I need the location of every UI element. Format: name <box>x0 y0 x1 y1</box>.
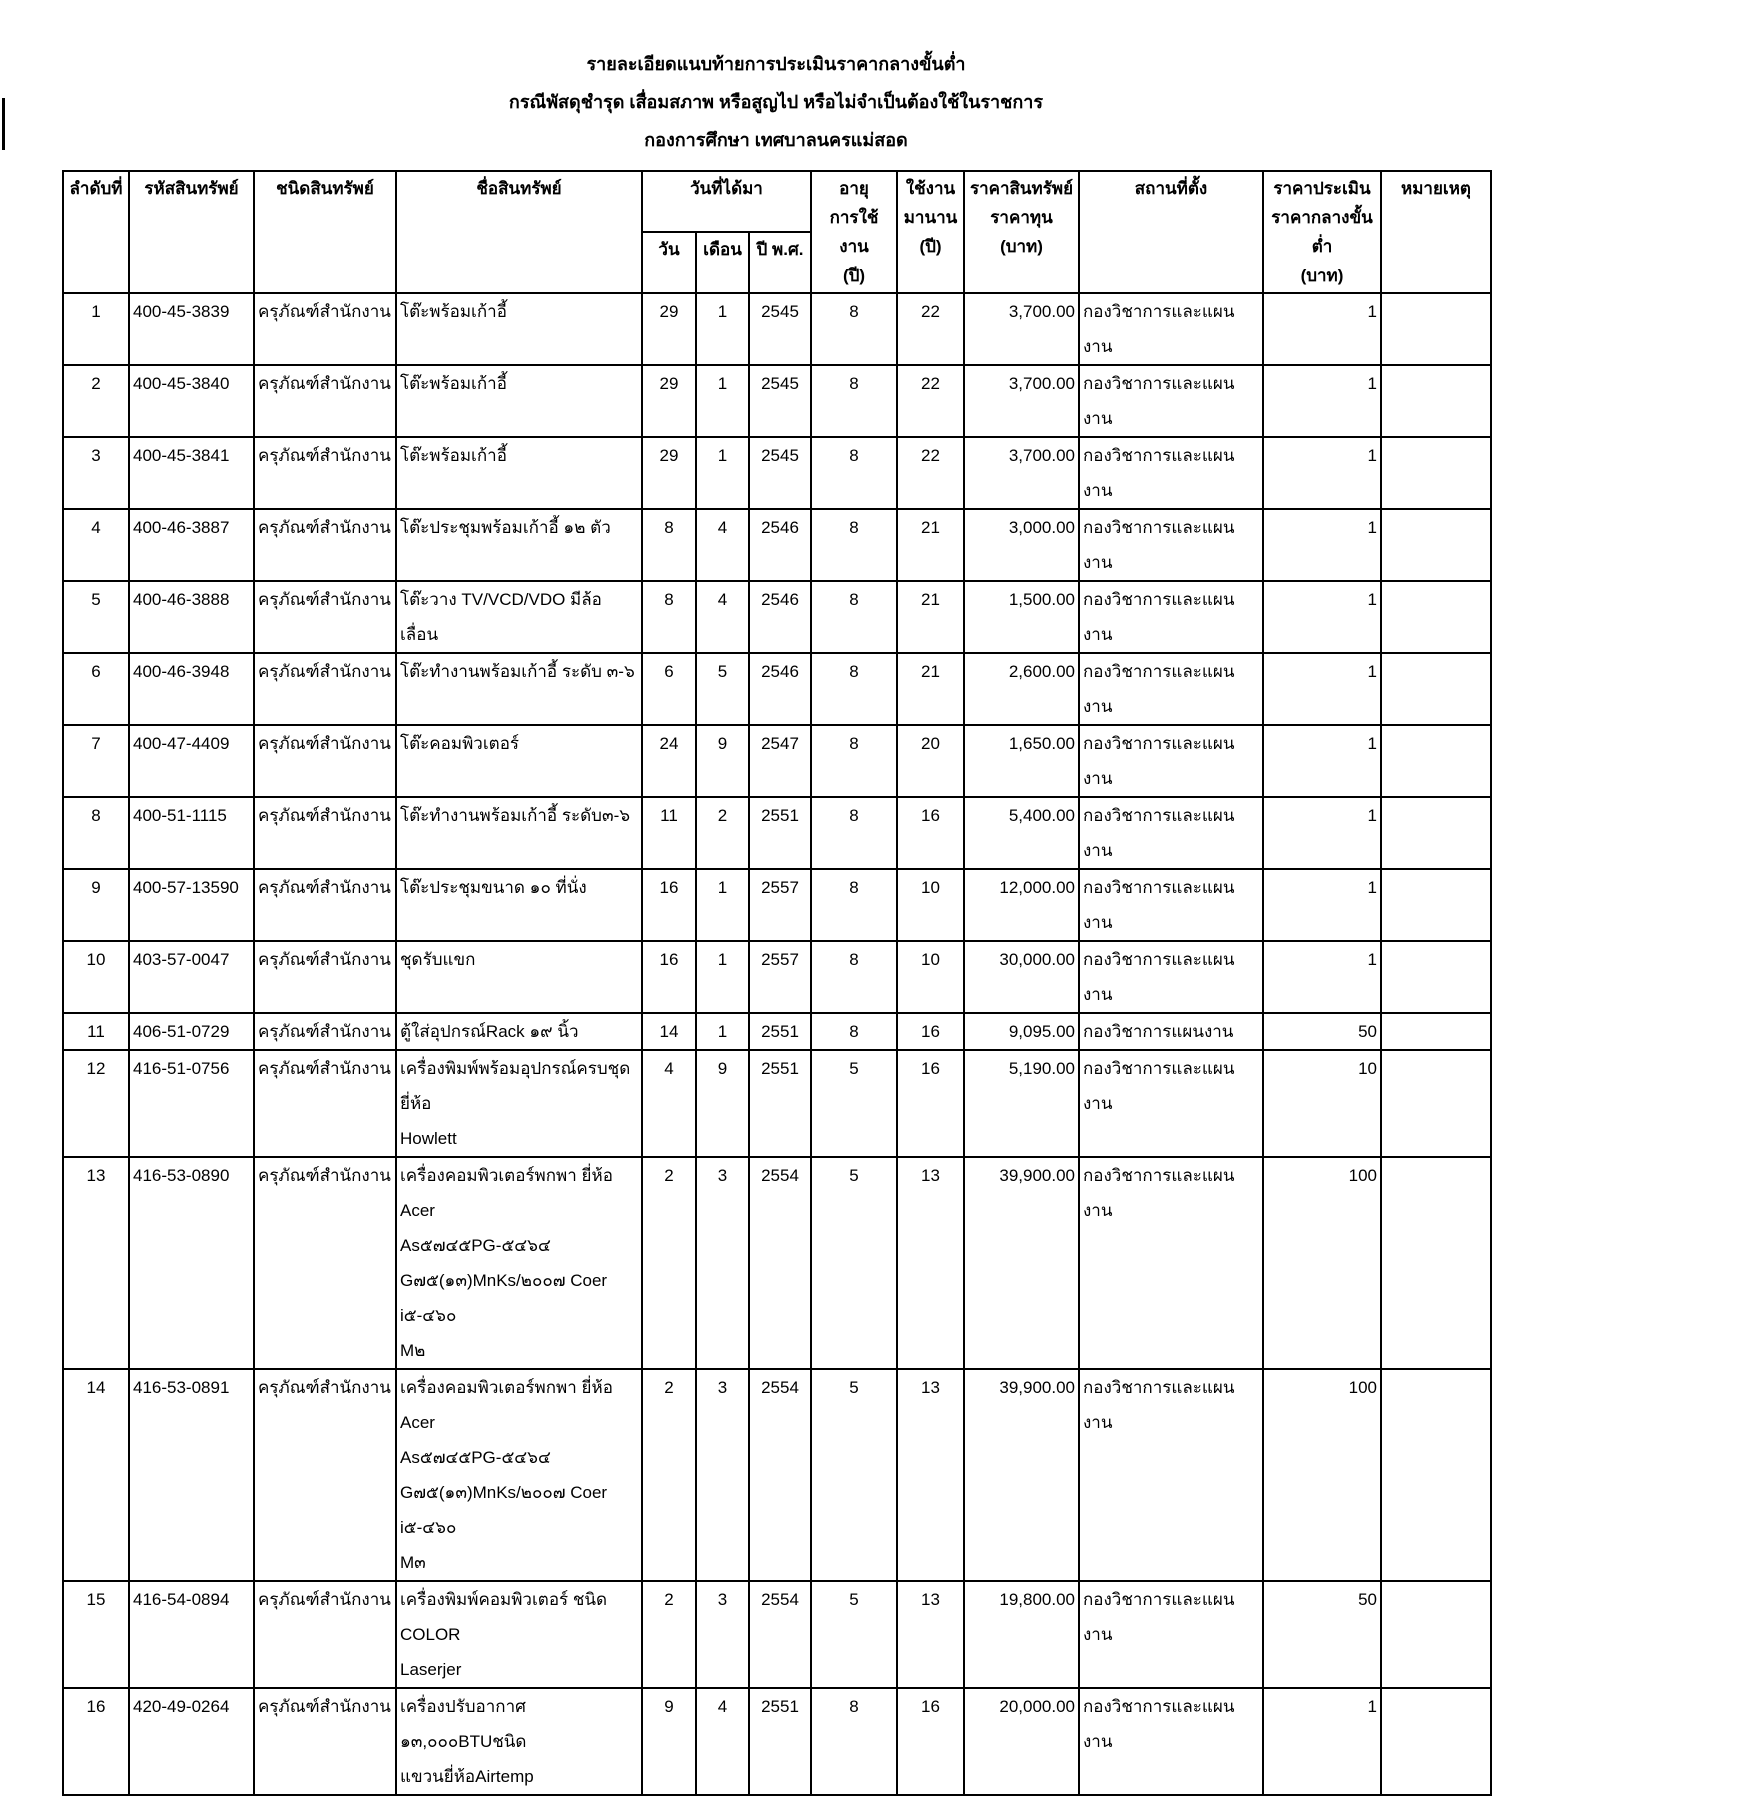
cell-code: 420-49-0264 <box>129 1688 254 1795</box>
cell-type: ครุภัณฑ์สำนักงาน <box>254 797 396 869</box>
cell-month: 9 <box>696 1050 749 1157</box>
cell-age: 5 <box>811 1050 897 1157</box>
cell-no: 2 <box>63 365 129 437</box>
table-row <box>63 365 1491 437</box>
cell-type: ครุภัณฑ์สำนักงาน <box>254 581 396 653</box>
cell-appraisal: 10 <box>1263 1050 1381 1157</box>
cell-appraisal: 1 <box>1263 293 1381 365</box>
cell-location: กองวิชาการและแผนงาน <box>1079 581 1263 653</box>
asset-name-line: แขวนยี่ห้อAirtemp <box>400 1767 534 1786</box>
cell-remark <box>1381 437 1491 509</box>
cell-remark <box>1381 365 1491 437</box>
table-row <box>63 797 1491 869</box>
cell-no: 4 <box>63 509 129 581</box>
cell-cost: 3,700.00 <box>964 437 1079 509</box>
cell-cost: 5,190.00 <box>964 1050 1079 1157</box>
cell-appraisal: 100 <box>1263 1157 1381 1369</box>
cell-location: กองวิชาการและแผนงาน <box>1079 941 1263 1013</box>
cell-used: 16 <box>897 1013 964 1050</box>
table-row <box>63 293 1491 365</box>
cell-remark <box>1381 869 1491 941</box>
cell-month: 1 <box>696 293 749 365</box>
cell-used: 21 <box>897 581 964 653</box>
header-age-line-2: การใช้งาน <box>829 208 879 256</box>
cell-cost: 39,900.00 <box>964 1157 1079 1369</box>
cell-appraisal: 100 <box>1263 1369 1381 1581</box>
cell-used: 22 <box>897 437 964 509</box>
cell-no: 10 <box>63 941 129 1013</box>
header-appraisal-line-1: ราคาประเมิน <box>1273 179 1371 198</box>
cell-day: 11 <box>642 797 696 869</box>
cell-location: กองวิชาการและแผนงาน <box>1079 365 1263 437</box>
cell-cost: 9,095.00 <box>964 1013 1079 1050</box>
cell-name <box>396 1369 642 1581</box>
asset-table <box>62 170 1492 1796</box>
cell-cost: 1,650.00 <box>964 725 1079 797</box>
header-cost-line-1: ราคาสินทรัพย์ <box>969 179 1074 198</box>
cell-age: 8 <box>811 365 897 437</box>
cell-name <box>396 1013 642 1050</box>
cell-location: กองวิชาการและแผนงาน <box>1079 797 1263 869</box>
cell-month: 1 <box>696 365 749 437</box>
cell-remark <box>1381 1013 1491 1050</box>
cell-appraisal: 1 <box>1263 509 1381 581</box>
table-row <box>63 437 1491 509</box>
cell-age: 8 <box>811 869 897 941</box>
asset-name-line: Howlett <box>400 1129 457 1148</box>
cell-appraisal: 1 <box>1263 869 1381 941</box>
cell-appraisal: 1 <box>1263 941 1381 1013</box>
cell-year: 2551 <box>749 1688 811 1795</box>
asset-name-line: M๒ <box>400 1341 426 1360</box>
asset-name-line: เครื่องคอมพิวเตอร์พกพา ยี่ห้อ Acer <box>400 1378 613 1432</box>
cell-appraisal: 1 <box>1263 725 1381 797</box>
cell-used: 20 <box>897 725 964 797</box>
title-line-3: กองการศึกษา เทศบาลนครแม่สอด <box>644 130 908 150</box>
asset-name-line: เครื่องปรับอากาศ ๑๓,๐๐๐BTUชนิด <box>400 1697 527 1751</box>
cell-month: 4 <box>696 1688 749 1795</box>
table-row <box>63 1157 1491 1369</box>
cell-no: 9 <box>63 869 129 941</box>
cell-type: ครุภัณฑ์สำนักงาน <box>254 509 396 581</box>
cell-age: 8 <box>811 653 897 725</box>
cell-name <box>396 509 642 581</box>
asset-name-line: โต๊ะพร้อมเก้าอี้ <box>400 302 507 321</box>
cell-code: 416-51-0756 <box>129 1050 254 1157</box>
cell-used: 16 <box>897 1688 964 1795</box>
header-cost-line-3: (บาท) <box>1000 237 1043 256</box>
cell-year: 2546 <box>749 509 811 581</box>
header-age-line-1: อายุ <box>839 179 869 198</box>
cell-remark <box>1381 509 1491 581</box>
table-row <box>63 1013 1491 1050</box>
cell-location: กองวิชาการและแผนงาน <box>1079 653 1263 725</box>
cell-name <box>396 1050 642 1157</box>
cell-year: 2547 <box>749 725 811 797</box>
cell-month: 1 <box>696 941 749 1013</box>
cell-day: 8 <box>642 509 696 581</box>
cell-type: ครุภัณฑ์สำนักงาน <box>254 1050 396 1157</box>
cell-age: 8 <box>811 1688 897 1795</box>
cell-location: กองวิชาการและแผนงาน <box>1079 1050 1263 1157</box>
cell-age: 8 <box>811 293 897 365</box>
cell-code: 400-51-1115 <box>129 797 254 869</box>
cell-no: 12 <box>63 1050 129 1157</box>
cell-type: ครุภัณฑ์สำนักงาน <box>254 1157 396 1369</box>
cell-age: 5 <box>811 1581 897 1688</box>
cell-type: ครุภัณฑ์สำนักงาน <box>254 365 396 437</box>
cell-cost: 12,000.00 <box>964 869 1079 941</box>
cell-used: 16 <box>897 1050 964 1157</box>
cell-code: 400-46-3887 <box>129 509 254 581</box>
asset-name-line: G๗๕(๑๓)MnKs/๒๐๐๗ Coer i๕-๔๖๐ <box>400 1271 608 1325</box>
asset-name-line: ตู้ใส่อุปกรณ์Rack ๑๙ นิ้ว <box>400 1022 579 1041</box>
cell-used: 13 <box>897 1581 964 1688</box>
cell-month: 1 <box>696 437 749 509</box>
cell-age: 8 <box>811 941 897 1013</box>
asset-name-line: โต๊ะทำงานพร้อมเก้าอี้ ระดับ ๓-๖ <box>400 662 635 681</box>
cell-no: 6 <box>63 653 129 725</box>
cell-month: 1 <box>696 1013 749 1050</box>
asset-name-line: เครื่องคอมพิวเตอร์พกพา ยี่ห้อ Acer <box>400 1166 613 1220</box>
header-year: ปี พ.ศ. <box>749 232 811 293</box>
header-no: ลำดับที่ <box>63 171 129 293</box>
cell-remark <box>1381 1581 1491 1688</box>
cell-cost: 39,900.00 <box>964 1369 1079 1581</box>
table-row <box>63 869 1491 941</box>
cell-day: 29 <box>642 293 696 365</box>
cell-type: ครุภัณฑ์สำนักงาน <box>254 1688 396 1795</box>
cell-type: ครุภัณฑ์สำนักงาน <box>254 941 396 1013</box>
cell-month: 3 <box>696 1369 749 1581</box>
cell-year: 2546 <box>749 653 811 725</box>
cell-age: 5 <box>811 1369 897 1581</box>
cell-location: กองวิชาการและแผนงาน <box>1079 437 1263 509</box>
table-body <box>63 293 1491 1795</box>
cell-no: 13 <box>63 1157 129 1369</box>
cell-day: 9 <box>642 1688 696 1795</box>
header-age <box>811 171 897 293</box>
cell-remark <box>1381 725 1491 797</box>
cell-used: 22 <box>897 293 964 365</box>
cell-type: ครุภัณฑ์สำนักงาน <box>254 725 396 797</box>
document-title <box>62 45 1490 159</box>
table-row <box>63 1369 1491 1581</box>
cell-age: 8 <box>811 797 897 869</box>
cell-used: 16 <box>897 797 964 869</box>
title-line-2: กรณีพัสดุชำรุด เสื่อมสภาพ หรือสูญไป หรือไม่จำเป็นต้องใช้ในราชการ <box>508 92 1044 112</box>
asset-name-line: โต๊ะทำงานพร้อมเก้าอี้ ระดับ๓-๖ <box>400 806 631 825</box>
cell-appraisal: 50 <box>1263 1581 1381 1688</box>
cell-type: ครุภัณฑ์สำนักงาน <box>254 869 396 941</box>
cell-type: ครุภัณฑ์สำนักงาน <box>254 653 396 725</box>
cell-location: กองวิชาการและแผนงาน <box>1079 725 1263 797</box>
cell-cost: 3,700.00 <box>964 293 1079 365</box>
cell-no: 14 <box>63 1369 129 1581</box>
cell-type: ครุภัณฑ์สำนักงาน <box>254 1013 396 1050</box>
cell-no: 1 <box>63 293 129 365</box>
header-day: วัน <box>642 232 696 293</box>
cell-day: 24 <box>642 725 696 797</box>
cell-appraisal: 1 <box>1263 653 1381 725</box>
cell-location: กองวิชาการและแผนงาน <box>1079 293 1263 365</box>
header-age-line-3: (ปี) <box>842 266 866 285</box>
cell-month: 4 <box>696 581 749 653</box>
title-line-1: รายละเอียดแนบท้ายการประเมินราคากลางขั้นต่ำ <box>586 54 966 74</box>
cell-remark <box>1381 293 1491 365</box>
cell-remark <box>1381 1050 1491 1157</box>
cell-age: 8 <box>811 509 897 581</box>
cell-no: 11 <box>63 1013 129 1050</box>
cell-name <box>396 293 642 365</box>
cell-code: 416-53-0891 <box>129 1369 254 1581</box>
cell-month: 1 <box>696 869 749 941</box>
cell-code: 406-51-0729 <box>129 1013 254 1050</box>
asset-name-line: ชุดรับแขก <box>400 950 476 969</box>
cell-month: 2 <box>696 797 749 869</box>
cell-cost: 1,500.00 <box>964 581 1079 653</box>
cell-month: 5 <box>696 653 749 725</box>
cell-cost: 30,000.00 <box>964 941 1079 1013</box>
cell-code: 400-57-13590 <box>129 869 254 941</box>
cell-day: 8 <box>642 581 696 653</box>
cell-no: 16 <box>63 1688 129 1795</box>
header-remark: หมายเหตุ <box>1381 171 1491 293</box>
asset-name-line: G๗๕(๑๓)MnKs/๒๐๐๗ Coer i๕-๔๖๐ <box>400 1483 608 1537</box>
header-used <box>897 171 964 293</box>
cell-year: 2554 <box>749 1581 811 1688</box>
cell-location: กองวิชาการและแผนงาน <box>1079 509 1263 581</box>
cell-remark <box>1381 797 1491 869</box>
header-used-line-3: (ปี) <box>919 237 942 256</box>
cell-remark <box>1381 1157 1491 1369</box>
cell-used: 21 <box>897 509 964 581</box>
table-header <box>63 171 1491 293</box>
cell-code: 416-54-0894 <box>129 1581 254 1688</box>
cell-year: 2554 <box>749 1157 811 1369</box>
asset-name-line: โต๊ะพร้อมเก้าอี้ <box>400 446 507 465</box>
cell-day: 16 <box>642 941 696 1013</box>
cell-cost: 20,000.00 <box>964 1688 1079 1795</box>
cell-cost: 19,800.00 <box>964 1581 1079 1688</box>
cell-used: 22 <box>897 365 964 437</box>
cell-day: 14 <box>642 1013 696 1050</box>
cell-code: 400-45-3839 <box>129 293 254 365</box>
cell-year: 2551 <box>749 797 811 869</box>
cell-age: 8 <box>811 1013 897 1050</box>
table-row <box>63 1050 1491 1157</box>
cell-location: กองวิชาการและแผนงาน <box>1079 1369 1263 1581</box>
header-used-line-1: ใช้งาน <box>905 179 956 198</box>
cell-no: 5 <box>63 581 129 653</box>
cell-location: กองวิชาการและแผนงาน <box>1079 869 1263 941</box>
asset-name-line: โต๊ะพร้อมเก้าอี้ <box>400 374 507 393</box>
cell-year: 2554 <box>749 1369 811 1581</box>
cell-year: 2545 <box>749 365 811 437</box>
header-type: ชนิดสินทรัพย์ <box>254 171 396 293</box>
cell-location: กองวิชาการและแผนงาน <box>1079 1581 1263 1688</box>
cell-year: 2557 <box>749 869 811 941</box>
asset-name-line: โต๊ะวาง TV/VCD/VDO มีล้อเลื่อน <box>400 590 602 644</box>
cell-name <box>396 365 642 437</box>
cell-no: 15 <box>63 1581 129 1688</box>
cell-name <box>396 869 642 941</box>
header-cost <box>964 171 1079 293</box>
cell-remark <box>1381 1688 1491 1795</box>
header-appraisal-line-3: (บาท) <box>1300 266 1344 285</box>
cell-year: 2546 <box>749 581 811 653</box>
header-appraisal-line-2: ราคากลางขั้นต่ำ <box>1271 208 1373 256</box>
cell-year: 2545 <box>749 437 811 509</box>
cell-name <box>396 725 642 797</box>
asset-name-line: โต๊ะประชุมพร้อมเก้าอี้ ๑๒ ตัว <box>400 518 611 537</box>
cell-code: 400-46-3948 <box>129 653 254 725</box>
cell-appraisal: 1 <box>1263 581 1381 653</box>
cell-age: 8 <box>811 725 897 797</box>
asset-name-line: เครื่องพิมพ์พร้อมอุปกรณ์ครบชุดยี่ห้อ <box>400 1059 631 1113</box>
cell-no: 8 <box>63 797 129 869</box>
cell-location: กองวิชาการแผนงาน <box>1079 1013 1263 1050</box>
header-date-group: วันที่ได้มา <box>642 171 811 232</box>
cell-name <box>396 437 642 509</box>
table-row <box>63 1581 1491 1688</box>
header-name: ชื่อสินทรัพย์ <box>396 171 642 293</box>
cell-day: 16 <box>642 869 696 941</box>
cell-age: 8 <box>811 581 897 653</box>
cell-year: 2551 <box>749 1050 811 1157</box>
cell-appraisal: 1 <box>1263 365 1381 437</box>
table-row <box>63 581 1491 653</box>
cell-name <box>396 797 642 869</box>
cell-code: 400-46-3888 <box>129 581 254 653</box>
cell-type: ครุภัณฑ์สำนักงาน <box>254 1369 396 1581</box>
cell-year: 2545 <box>749 293 811 365</box>
asset-name-line: โต๊ะคอมพิวเตอร์ <box>400 734 520 753</box>
cell-cost: 2,600.00 <box>964 653 1079 725</box>
asset-name-line: เครื่องพิมพ์คอมพิวเตอร์ ชนิด COLOR <box>400 1590 608 1644</box>
cell-used: 10 <box>897 941 964 1013</box>
cell-used: 10 <box>897 869 964 941</box>
cell-day: 6 <box>642 653 696 725</box>
asset-name-line: As๕๗๔๕PG-๕๔๖๔ <box>400 1448 551 1467</box>
cell-month: 3 <box>696 1581 749 1688</box>
scan-artifact <box>2 98 5 150</box>
cell-age: 5 <box>811 1157 897 1369</box>
cell-cost: 3,700.00 <box>964 365 1079 437</box>
cell-code: 416-53-0890 <box>129 1157 254 1369</box>
header-month: เดือน <box>696 232 749 293</box>
header-code: รหัสสินทรัพย์ <box>129 171 254 293</box>
cell-location: กองวิชาการและแผนงาน <box>1079 1688 1263 1795</box>
cell-code: 403-57-0047 <box>129 941 254 1013</box>
cell-year: 2557 <box>749 941 811 1013</box>
cell-day: 2 <box>642 1369 696 1581</box>
asset-name-line: โต๊ะประชุมขนาด ๑๐ ที่นั่ง <box>400 878 587 897</box>
header-appraisal <box>1263 171 1381 293</box>
asset-name-line: As๕๗๔๕PG-๕๔๖๔ <box>400 1236 551 1255</box>
cell-type: ครุภัณฑ์สำนักงาน <box>254 293 396 365</box>
table-row <box>63 509 1491 581</box>
cell-code: 400-47-4409 <box>129 725 254 797</box>
cell-appraisal: 1 <box>1263 797 1381 869</box>
cell-type: ครุภัณฑ์สำนักงาน <box>254 1581 396 1688</box>
cell-appraisal: 1 <box>1263 1688 1381 1795</box>
cell-day: 2 <box>642 1157 696 1369</box>
cell-remark <box>1381 581 1491 653</box>
cell-appraisal: 50 <box>1263 1013 1381 1050</box>
cell-code: 400-45-3840 <box>129 365 254 437</box>
cell-day: 29 <box>642 437 696 509</box>
cell-name <box>396 1581 642 1688</box>
cell-year: 2551 <box>749 1013 811 1050</box>
asset-name-line: Laserjer <box>400 1660 462 1679</box>
cell-age: 8 <box>811 437 897 509</box>
cell-month: 4 <box>696 509 749 581</box>
cell-name <box>396 941 642 1013</box>
cell-appraisal: 1 <box>1263 437 1381 509</box>
cell-name <box>396 581 642 653</box>
asset-name-line: M๓ <box>400 1553 426 1572</box>
cell-cost: 3,000.00 <box>964 509 1079 581</box>
cell-no: 7 <box>63 725 129 797</box>
header-cost-line-2: ราคาทุน <box>990 208 1053 227</box>
cell-day: 4 <box>642 1050 696 1157</box>
cell-remark <box>1381 1369 1491 1581</box>
cell-used: 21 <box>897 653 964 725</box>
table-row <box>63 1688 1491 1795</box>
cell-cost: 5,400.00 <box>964 797 1079 869</box>
table-row <box>63 941 1491 1013</box>
cell-name <box>396 1157 642 1369</box>
cell-used: 13 <box>897 1157 964 1369</box>
header-used-line-2: มานาน <box>903 208 958 227</box>
cell-code: 400-45-3841 <box>129 437 254 509</box>
cell-day: 2 <box>642 1581 696 1688</box>
table-row <box>63 725 1491 797</box>
cell-location: กองวิชาการและแผนงาน <box>1079 1157 1263 1369</box>
cell-day: 29 <box>642 365 696 437</box>
cell-type: ครุภัณฑ์สำนักงาน <box>254 437 396 509</box>
cell-no: 3 <box>63 437 129 509</box>
cell-month: 3 <box>696 1157 749 1369</box>
cell-used: 13 <box>897 1369 964 1581</box>
cell-month: 9 <box>696 725 749 797</box>
cell-name <box>396 1688 642 1795</box>
table-row <box>63 653 1491 725</box>
header-location: สถานที่ตั้ง <box>1079 171 1263 293</box>
cell-name <box>396 653 642 725</box>
cell-remark <box>1381 941 1491 1013</box>
cell-remark <box>1381 653 1491 725</box>
